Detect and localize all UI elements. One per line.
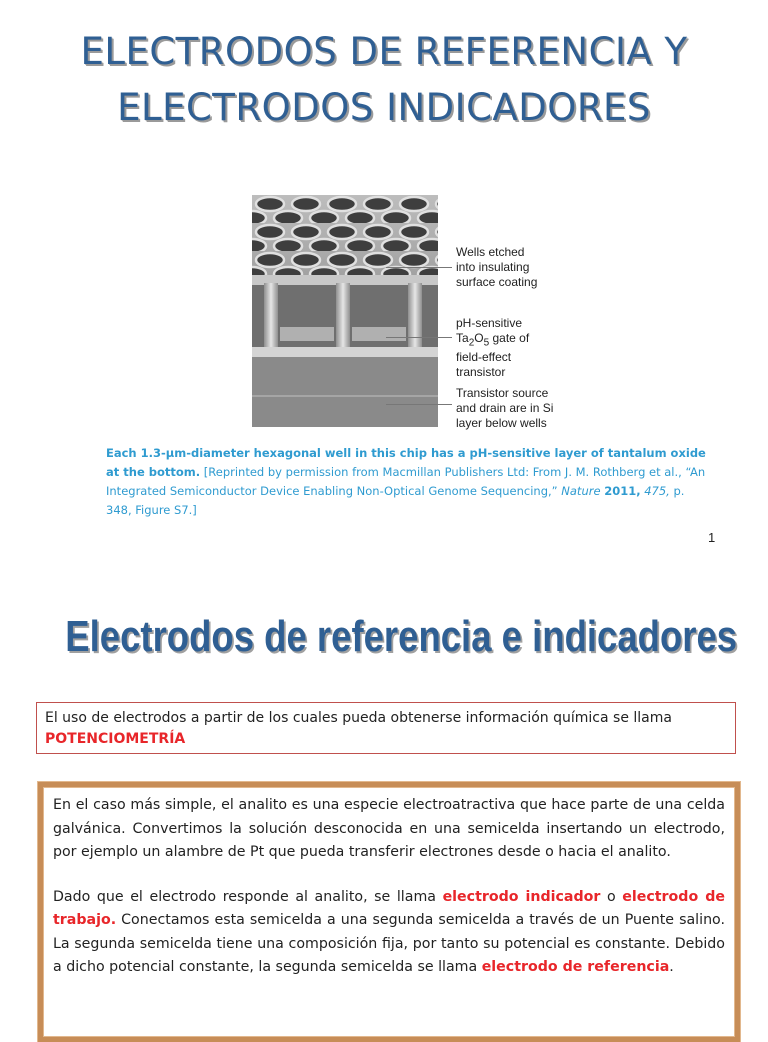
para2-text-b: o [600, 888, 623, 905]
main-text-box [38, 782, 740, 1042]
caption-volume: 475, [640, 484, 670, 498]
paragraph-2 [53, 886, 725, 980]
page-number: 1 [708, 530, 716, 545]
leader-line-wells [386, 267, 452, 268]
label-tr-line3: layer below wells [456, 416, 547, 430]
highlight-electrodo-referencia: electrodo de referencia [481, 959, 670, 975]
label-ph-line3: field-effect [456, 350, 512, 365]
label-ph-ta: Ta [456, 331, 469, 345]
highlight-electrodo-trabajo: electrodo de trabajo. [53, 888, 725, 928]
label-wells-line2: into insulating [456, 260, 530, 274]
label-ph-line4: transistor [456, 365, 506, 380]
figure-caption [106, 444, 706, 520]
label-ph-line1: pH-sensitive [456, 316, 523, 330]
para2-text-a: Dado que el electrodo responde al analito, se llama [53, 888, 443, 905]
label-tr-line1: Transistor source [456, 386, 549, 400]
para2-text-d: . [669, 959, 674, 975]
micrograph-image [252, 195, 438, 427]
label-tr-line2: and drain are in Si [456, 401, 554, 415]
label-ph-sub1: 2 [468, 337, 475, 349]
intro-box [36, 702, 736, 754]
label-ph-sensitive [456, 316, 529, 380]
label-ph-sub2: 5 [483, 337, 490, 349]
label-ph-o: O [474, 331, 484, 345]
slide1-title [0, 24, 768, 136]
label-wells-line3: surface coating [456, 275, 538, 289]
label-wells [456, 245, 537, 290]
caption-reference: [Reprinted by permission from Macmillan Publishers Ltd: From J. M. Rothberg et al., “An Integrated Semiconductor Device Enabling Non-Optical Genome Sequencing,” [106, 465, 706, 498]
intro-text: El uso de electrodos a partir de los cuales pueda obtenerse información química se llama [45, 710, 672, 726]
label-ph-gate: gate of [489, 331, 530, 345]
caption-reference-end: p. 348, Figure S7.] [106, 484, 685, 517]
label-ph-line2 [456, 331, 529, 350]
label-transistor [456, 386, 553, 431]
para2-text-c: Conectamos esta semicelda a una segunda semicelda a través de un Puente salino. La segunda semicelda tiene una composición fija, por tanto su potencial es constante. Debido a dicho potencial constante, la segunda semicelda se llama [53, 912, 725, 975]
leader-line-ph [386, 337, 452, 338]
caption-year: 2011, [604, 484, 641, 498]
caption-bold: Each 1.3-µm-diameter hexagonal well in this chip has a pH-sensitive layer of tantalum oxide at the bottom. [106, 446, 706, 479]
slide1-title-line1: ELECTRODOS DE REFERENCIA Y [80, 30, 688, 73]
slide2-title: Electrodos de referencia e indicadores [65, 612, 738, 661]
label-wells-line1: Wells etched [456, 245, 525, 259]
slide1-title-line2: ELECTRODOS INDICADORES [117, 86, 651, 129]
highlight-electrodo-indicador: electrodo indicador [442, 888, 601, 905]
caption-journal: Nature [557, 484, 605, 498]
paragraph-1: En el caso más simple, el analito es una especie electroatractiva que hace parte de una celda galvánica. Convertimos la solución desconocida en una semicelda insertando un electrodo, por ejemplo un alambre de Pt que pueda transferir electrones desde o hacia el analito. [53, 797, 725, 860]
intro-highlight: POTENCIOMETRÍA [45, 731, 186, 747]
leader-line-transistor [386, 404, 452, 405]
